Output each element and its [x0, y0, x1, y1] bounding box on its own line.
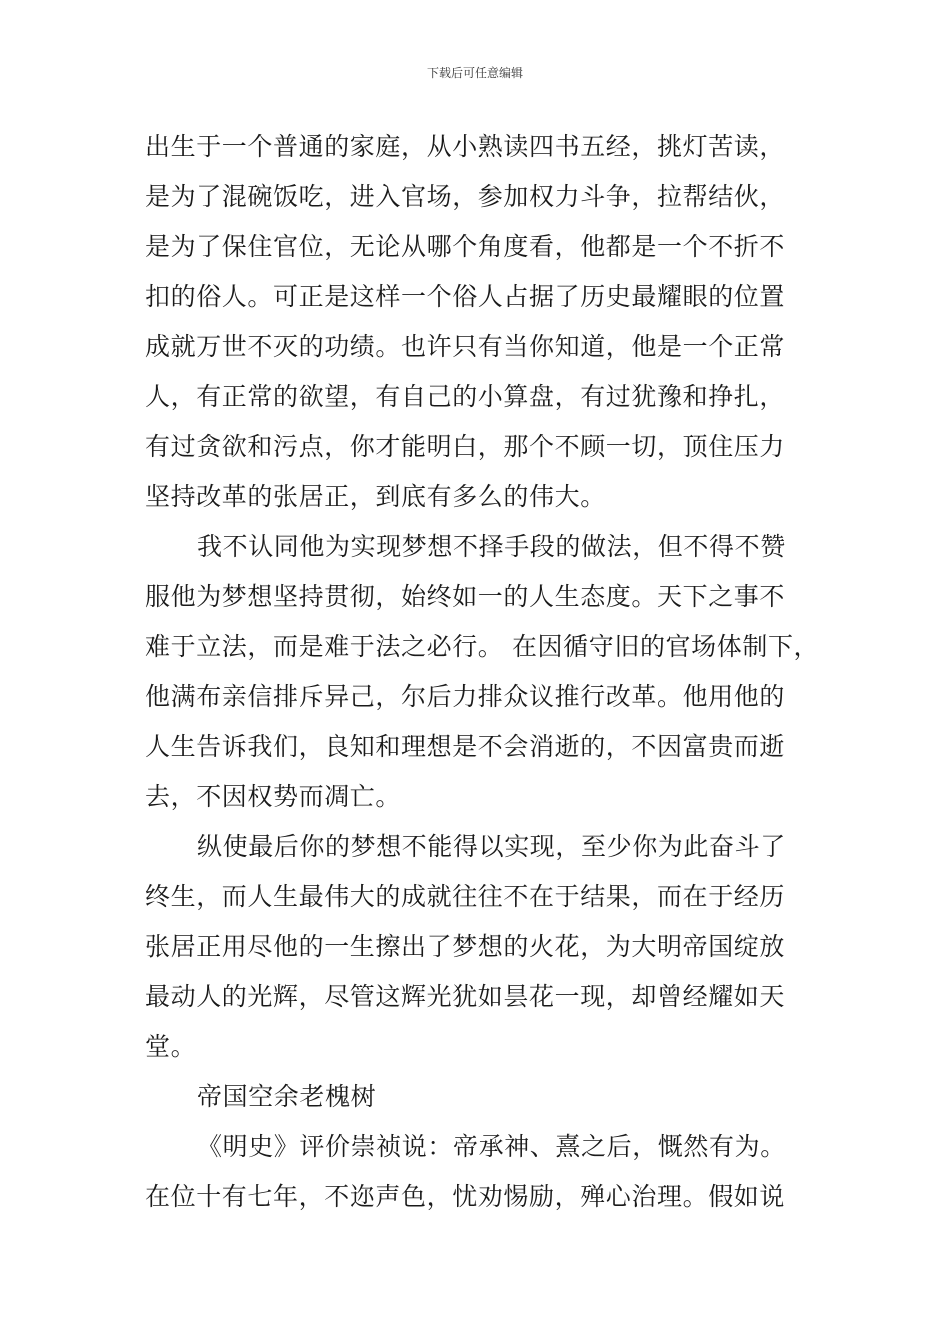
- paragraph-start: 《明史》评价崇祯说：帝承神、熹之后，慨然有为。: [197, 1132, 786, 1161]
- text-line: 在位十有七年，不迩声色，忧劝惕励，殚心治理。假如说: [145, 1182, 786, 1211]
- text-line: 终生，而人生最伟大的成就往往不在于结果，而在于经历: [145, 882, 786, 911]
- text-line: 是为了混碗饭吃，进入官场，参加权力斗争，拉帮结伙，: [145, 182, 786, 211]
- text-line: 成就万世不灭的功绩。也许只有当你知道，他是一个正常: [145, 332, 786, 361]
- text-line: 出生于一个普通的家庭，从小熟读四书五经，挑灯苦读，: [145, 132, 786, 161]
- text-line: 人，有正常的欲望，有自己的小算盘，有过犹豫和挣扎，: [145, 382, 786, 411]
- text-line: 有过贪欲和污点，你才能明白，那个不顾一切，顶住压力: [145, 432, 786, 461]
- text-line: 难于立法，而是难于法之必行。 在因循守旧的官场体制下，: [145, 632, 820, 661]
- section-heading: 帝国空余老槐树: [197, 1082, 377, 1111]
- paragraph-start: 纵使最后你的梦想不能得以实现，至少你为此奋斗了: [197, 832, 786, 861]
- text-line: 扣的俗人。可正是这样一个俗人占据了历史最耀眼的位置: [145, 282, 786, 311]
- page-header: 下载后可任意编辑: [426, 66, 523, 80]
- text-line: 人生告诉我们，良知和理想是不会消逝的，不因富贵而逝: [145, 732, 786, 761]
- text-line: 服他为梦想坚持贯彻，始终如一的人生态度。天下之事不: [145, 582, 786, 611]
- text-line: 是为了保住官位，无论从哪个角度看，他都是一个不折不: [145, 232, 786, 261]
- paragraph-start: 我不认同他为实现梦想不择手段的做法，但不得不赞: [197, 532, 786, 561]
- text-line: 坚持改革的张居正，到底有多么的伟大。: [145, 482, 606, 511]
- text-line: 张居正用尽他的一生擦出了梦想的火花，为大明帝国绽放: [145, 932, 786, 961]
- text-line: 堂。: [145, 1032, 197, 1061]
- text-line: 去，不因权势而凋亡。: [145, 782, 402, 811]
- text-line: 最动人的光辉，尽管这辉光犹如昙花一现，却曾经耀如天: [145, 982, 786, 1011]
- text-line: 他满布亲信排斥异己，尔后力排众议推行改革。他用他的: [145, 682, 786, 711]
